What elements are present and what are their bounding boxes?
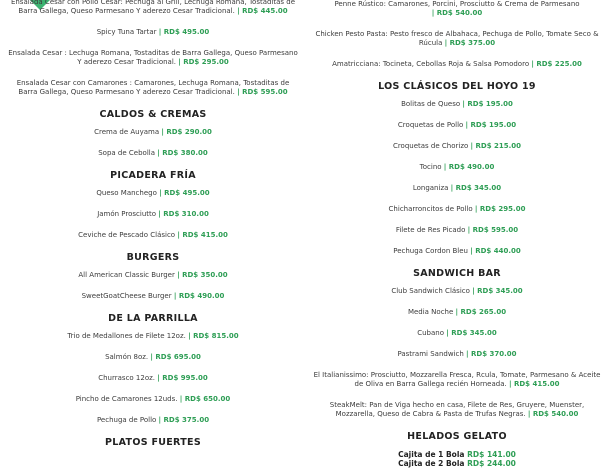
menu-item-description: Churrasco 12oz. — [98, 374, 156, 382]
menu-item-description: Ensalada Cesar : Lechuga Romana, Tostaditas de Barra Gallega, Queso Parmesano Y aderezo Cesar Tradicional. — [8, 49, 298, 66]
menu-item-description: Pincho de Camarones 12uds. — [75, 395, 178, 403]
section-title: BURGERS — [126, 252, 180, 263]
menu-item-description: Filete de Res Picado — [395, 226, 466, 234]
menu-item — [8, 374, 298, 383]
menu-item-price: | RD$ 375.00 — [158, 416, 210, 424]
menu-item-price: | RD$ 290.00 — [161, 128, 212, 136]
menu-item-description: El Italianissimo: Prosciutto, Mozzarella Fresca, Rcula, Tomate, Parmesano & Aceite de Oliva en Barra Gallega recién Horneada. — [313, 371, 601, 388]
menu-item-description: Bolitas de Queso — [401, 100, 461, 108]
menu-item — [8, 353, 298, 362]
menu-item-description: Croquetas de Chorizo — [392, 142, 469, 150]
menu-item — [8, 332, 298, 341]
menu-item — [8, 395, 298, 404]
menu-item-description: Cajita de 1 Bola — [398, 450, 465, 459]
menu-item — [8, 79, 298, 97]
menu-item — [312, 100, 602, 109]
section-title: CALDOS & CREMAS — [99, 109, 207, 120]
menu-item-price: | RD$ 215.00 — [470, 142, 522, 150]
menu-item-price: | RD$ 695.00 — [150, 353, 201, 361]
menu-item-price: | RD$ 345.00 — [472, 287, 523, 295]
menu-item-price: | RD$ 595.00 — [467, 226, 519, 234]
section-title: SANDWICH BAR — [413, 268, 501, 279]
menu-item-description: Media Noche — [407, 308, 454, 316]
menu-item-price: | RD$ 595.00 — [237, 88, 288, 96]
menu-item — [312, 450, 602, 459]
menu-item-price: | RD$ 445.00 — [237, 7, 288, 15]
menu-item-description: Chicharroncitos de Pollo — [388, 205, 473, 213]
menu-item — [312, 401, 602, 419]
menu-item-description: SweetGoatCheese Burger — [81, 292, 172, 300]
section-title: HELADOS GELATO — [407, 431, 507, 442]
menu-item-description: Croquetas de Pollo — [397, 121, 464, 129]
menu-item-price: | RD$ 495.00 — [158, 28, 210, 36]
menu-item — [8, 271, 298, 280]
menu-item-price: | RD$ 225.00 — [531, 60, 582, 68]
menu-item-price: | RD$ 380.00 — [157, 149, 208, 157]
menu-item-description: Pechuga de Pollo — [96, 416, 157, 424]
menu-item — [312, 308, 602, 317]
menu-item-description: Penne Rústico: Camarones, Porcini, Prosciutto & Crema de Parmesano — [334, 0, 580, 8]
menu-item — [312, 30, 602, 48]
menu-item — [8, 149, 298, 158]
menu-item-description: Ceviche de Pescado Clásico — [78, 231, 176, 239]
menu-item-description: Cubano — [417, 329, 445, 337]
menu-item — [8, 416, 298, 425]
menu-item-price: | RD$ 415.00 — [508, 380, 560, 388]
menu-item — [312, 371, 602, 389]
menu-item — [312, 226, 602, 235]
menu-item-price: | RD$ 540.00 — [431, 9, 483, 17]
menu-item-description: Ensalada Cesar con Camarones : Camarones, Lechuga Romana, Tostaditas de Barra Gallega, Queso Parmesano Y aderezo Cesar Tradicional. — [16, 79, 290, 96]
menu-item-description: Cajita de 2 Bola — [398, 459, 465, 468]
menu-item-description: Sopa de Cebolla — [98, 149, 155, 157]
menu-item-price: | RD$ 295.00 — [474, 205, 526, 213]
menu-item — [8, 189, 298, 198]
menu-item-description: Tocino — [419, 163, 442, 171]
section-title: DE LA PARRILLA — [108, 313, 198, 324]
menu-item — [312, 329, 602, 338]
menu-item-price: | RD$ 495.00 — [159, 189, 210, 197]
menu-item-price: | RD$ 295.00 — [178, 58, 229, 66]
menu-item-description: Chicken Pesto Pasta: Pesto fresco de Albahaca, Pechuga de Pollo, Tomate Seco & Rúcula — [315, 30, 599, 47]
menu-item — [312, 184, 602, 193]
menu-item-description: Ensalada Cesar con Pollo Cesar: Pechuga al Grill, Lechuga Romana, Tostaditas de Barra Gallega, Queso Parmesano Y aderezo Cesar Tradicional. — [10, 0, 296, 15]
menu-item-price: | RD$ 415.00 — [177, 231, 228, 239]
menu-item-price: | RD$ 195.00 — [462, 100, 513, 108]
menu-item — [312, 0, 602, 18]
menu-item-price: | RD$ 345.00 — [446, 329, 497, 337]
menu-item — [312, 121, 602, 130]
menu-item-description: Jamón Prosciutto — [97, 210, 157, 218]
menu-item-price: | RD$ 650.00 — [179, 395, 231, 403]
menu-item-description: Crema de Auyama — [94, 128, 160, 136]
menu-item-description: Pechuga Cordon Bleu — [393, 247, 468, 255]
menu-item — [8, 292, 298, 301]
menu-item-description: Salmón 8oz. — [105, 353, 149, 361]
menu-item-description: Trio de Medallones de Filete 12oz. — [67, 332, 186, 340]
menu-item-price: | RD$ 490.00 — [173, 292, 225, 300]
menu-item — [8, 128, 298, 137]
menu-item-price: | RD$ 995.00 — [157, 374, 208, 382]
menu-item — [8, 231, 298, 240]
menu-item-description: SteakMelt: Pan de Viga hecho en casa, Filete de Res, Gruyere, Muenster, Mozzarella, Queso de Cabra & Pasta de Trufas Negras. — [329, 401, 585, 418]
menu-item-description: Longaniza — [412, 184, 449, 192]
menu-item-price: | RD$ 310.00 — [158, 210, 209, 218]
menu-item-price: | RD$ 490.00 — [443, 163, 495, 171]
menu-item-price: | RD$ 345.00 — [450, 184, 502, 192]
menu-item-price: | RD$ 370.00 — [466, 350, 517, 358]
menu-item-description: Club Sandwich Clásico — [391, 287, 470, 295]
menu-item — [312, 205, 602, 214]
menu-column-left — [8, 0, 298, 456]
menu-item — [312, 60, 602, 69]
menu-item-description: All American Classic Burger — [78, 271, 175, 279]
menu-item — [312, 163, 602, 172]
menu-item-description: Spicy Tuna Tartar — [96, 28, 157, 36]
menu-item-description: Queso Manchego — [96, 189, 157, 197]
menu-item — [312, 142, 602, 151]
menu-item — [312, 247, 602, 256]
menu-item-price: | RD$ 540.00 — [527, 410, 579, 418]
menu-item — [8, 0, 298, 16]
section-title: PICADERA FRÍA — [110, 170, 196, 181]
menu-item — [8, 28, 298, 37]
menu-item-price: | RD$ 265.00 — [455, 308, 507, 316]
menu-item-price: RD$ 141.00 — [467, 450, 516, 459]
section-title: PLATOS FUERTES — [105, 437, 201, 448]
menu-item-price: | RD$ 195.00 — [465, 121, 517, 129]
menu-item-price: | RD$ 350.00 — [177, 271, 228, 279]
section-title: LOS CLÁSICOS DEL HOYO 19 — [378, 81, 536, 92]
menu-item — [8, 210, 298, 219]
menu-item — [312, 350, 602, 359]
menu-item-price: | RD$ 440.00 — [470, 247, 521, 255]
menu-item — [312, 287, 602, 296]
menu-item-description: Pastrami Sandwich — [397, 350, 464, 358]
menu-item-price: | RD$ 375.00 — [444, 39, 496, 47]
menu-item-description: Amatricciana: Tocineta, Cebollas Roja & Salsa Pomodoro — [332, 60, 530, 68]
menu-item-price: | RD$ 815.00 — [188, 332, 239, 340]
menu-item-price: RD$ 244.00 — [467, 459, 516, 468]
menu-item — [8, 49, 298, 67]
menu-item — [312, 459, 602, 468]
menu-column-right — [312, 0, 602, 468]
